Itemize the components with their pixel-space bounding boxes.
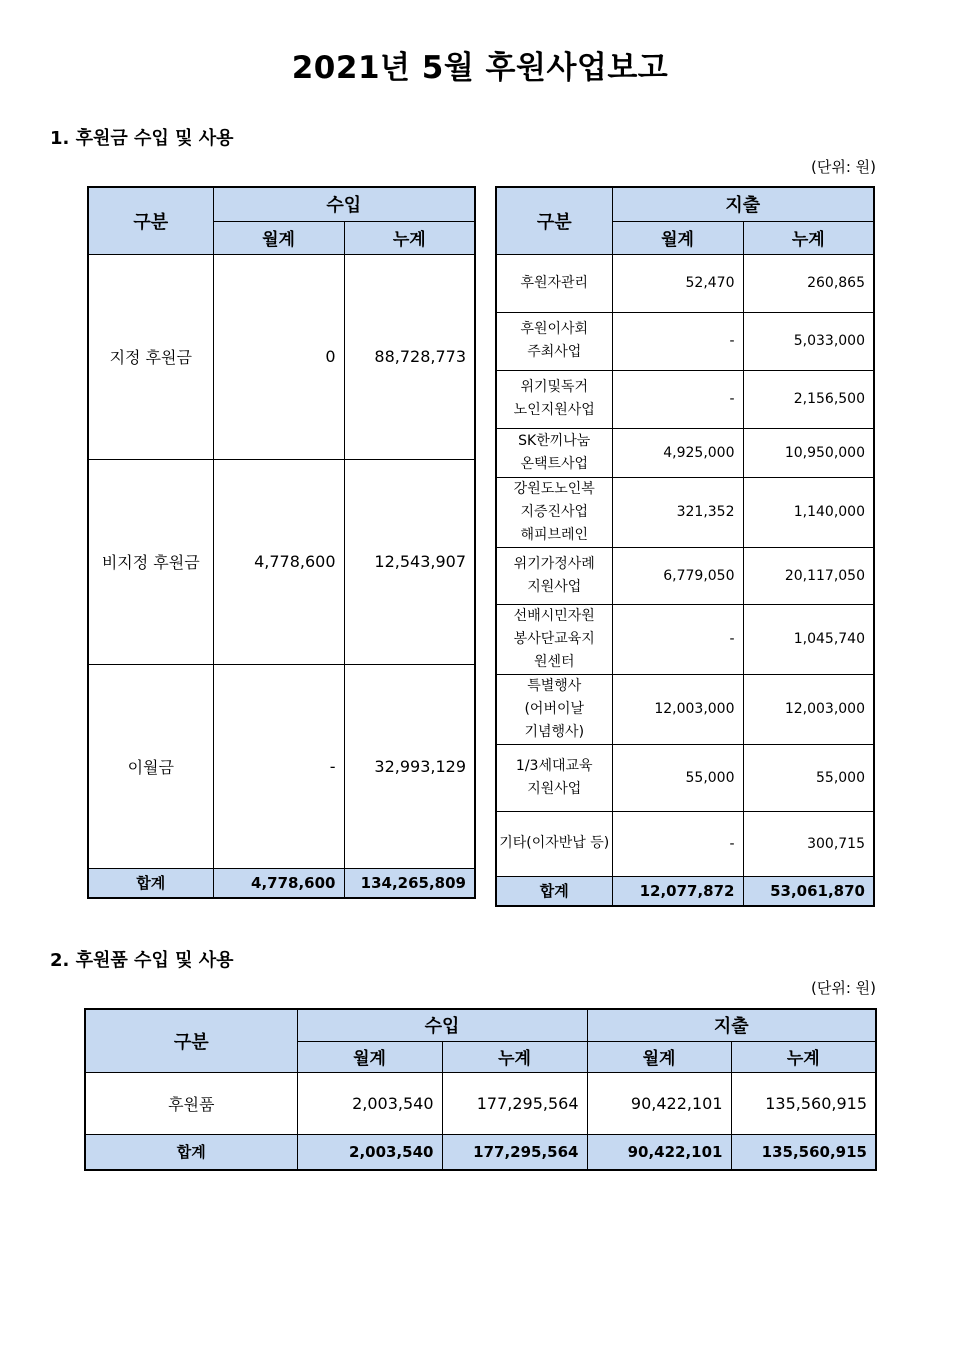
income-total-month: 4,778,600 (213, 868, 344, 898)
table-row (496, 370, 874, 428)
goods-total-income-cumulative: 177,295,564 (442, 1134, 587, 1170)
section1-unit: (단위: 원) (811, 158, 876, 176)
table-row (496, 604, 874, 674)
income-row-cumulative: 12,543,907 (344, 459, 475, 664)
goods-total-income-month: 2,003,540 (297, 1134, 442, 1170)
goods-header-category: 구분 (85, 1009, 297, 1072)
expense-table (495, 186, 875, 907)
income-row-label: 이월금 (88, 664, 213, 868)
income-total-cumulative: 134,265,809 (344, 868, 475, 898)
goods-header-expense-month: 월계 (587, 1041, 731, 1072)
expense-row-label: 특별행사 (어버이날 기념행사) (496, 674, 612, 744)
income-table (87, 186, 476, 899)
table-row (496, 254, 874, 312)
expense-row-label: 후원자관리 (496, 254, 612, 312)
income-row-label: 비지정 후원금 (88, 459, 213, 664)
expense-row-cumulative: 55,000 (743, 744, 874, 811)
expense-row-month: 12,003,000 (612, 674, 743, 744)
goods-header-income-month: 월계 (297, 1041, 442, 1072)
income-total-row (88, 868, 475, 898)
table-row (496, 744, 874, 811)
income-header-group: 수입 (213, 187, 475, 221)
income-row-month: - (213, 664, 344, 868)
expense-row-cumulative: 5,033,000 (743, 312, 874, 370)
table-row (88, 254, 475, 459)
expense-row-cumulative: 260,865 (743, 254, 874, 312)
goods-total-expense-cumulative: 135,560,915 (731, 1134, 876, 1170)
income-row-cumulative: 88,728,773 (344, 254, 475, 459)
expense-row-cumulative: 300,715 (743, 811, 874, 876)
table-row (496, 477, 874, 547)
goods-income-cumulative: 177,295,564 (442, 1072, 587, 1134)
expense-row-cumulative: 10,950,000 (743, 428, 874, 477)
expense-row-label: 기타(이자반납 등) (496, 811, 612, 876)
income-row-cumulative: 32,993,129 (344, 664, 475, 868)
expense-total-label: 합계 (496, 876, 612, 906)
expense-row-cumulative: 20,117,050 (743, 547, 874, 604)
table-row (88, 664, 475, 868)
expense-row-month: - (612, 312, 743, 370)
goods-table (84, 1008, 877, 1171)
expense-row-month: 321,352 (612, 477, 743, 547)
goods-expense-month: 90,422,101 (587, 1072, 731, 1134)
income-total-label: 합계 (88, 868, 213, 898)
table-row (496, 811, 874, 876)
expense-row-month: 4,925,000 (612, 428, 743, 477)
income-header-month: 월계 (213, 221, 344, 254)
goods-income-month: 2,003,540 (297, 1072, 442, 1134)
goods-header-income: 수입 (297, 1009, 587, 1041)
table-row (85, 1072, 876, 1134)
expense-row-cumulative: 1,045,740 (743, 604, 874, 674)
expense-header-category: 구분 (496, 187, 612, 254)
goods-header-expense-cumulative: 누계 (731, 1041, 876, 1072)
goods-header-expense: 지출 (587, 1009, 876, 1041)
expense-row-label: 후원이사회 주최사업 (496, 312, 612, 370)
goods-total-label: 합계 (85, 1134, 297, 1170)
expense-header-month: 월계 (612, 221, 743, 254)
table-row (496, 547, 874, 604)
expense-row-label: SK한끼나눔 온택트사업 (496, 428, 612, 477)
table-row (496, 674, 874, 744)
expense-row-label: 강원도노인복 지증진사업 해피브레인 (496, 477, 612, 547)
expense-row-month: 6,779,050 (612, 547, 743, 604)
expense-row-cumulative: 1,140,000 (743, 477, 874, 547)
expense-row-month: - (612, 811, 743, 876)
expense-total-cumulative: 53,061,870 (743, 876, 874, 906)
goods-header-income-cumulative: 누계 (442, 1041, 587, 1072)
expense-row-month: 55,000 (612, 744, 743, 811)
page-title: 2021년 5월 후원사업보고 (291, 50, 669, 86)
section1-heading: 1. 후원금 수입 및 사용 (50, 128, 234, 149)
section2-unit: (단위: 원) (811, 979, 876, 997)
income-row-label: 지정 후원금 (88, 254, 213, 459)
income-row-month: 0 (213, 254, 344, 459)
table-row (88, 459, 475, 664)
income-header-category: 구분 (88, 187, 213, 254)
section2-heading: 2. 후원품 수입 및 사용 (50, 950, 234, 971)
expense-header-group: 지출 (612, 187, 874, 221)
goods-expense-cumulative: 135,560,915 (731, 1072, 876, 1134)
expense-row-cumulative: 2,156,500 (743, 370, 874, 428)
expense-total-month: 12,077,872 (612, 876, 743, 906)
goods-total-row (85, 1134, 876, 1170)
expense-total-row (496, 876, 874, 906)
expense-row-label: 선배시민자원 봉사단교육지 원센터 (496, 604, 612, 674)
income-header-cumulative: 누계 (344, 221, 475, 254)
expense-row-label: 1/3세대교육 지원사업 (496, 744, 612, 811)
expense-row-month: - (612, 604, 743, 674)
expense-row-month: - (612, 370, 743, 428)
income-row-month: 4,778,600 (213, 459, 344, 664)
goods-total-expense-month: 90,422,101 (587, 1134, 731, 1170)
expense-row-label: 위기가정사례 지원사업 (496, 547, 612, 604)
table-row (496, 428, 874, 477)
table-row (496, 312, 874, 370)
goods-row-label: 후원품 (85, 1072, 297, 1134)
expense-header-cumulative: 누계 (743, 221, 874, 254)
expense-row-label: 위기및독거 노인지원사업 (496, 370, 612, 428)
expense-row-month: 52,470 (612, 254, 743, 312)
expense-row-cumulative: 12,003,000 (743, 674, 874, 744)
